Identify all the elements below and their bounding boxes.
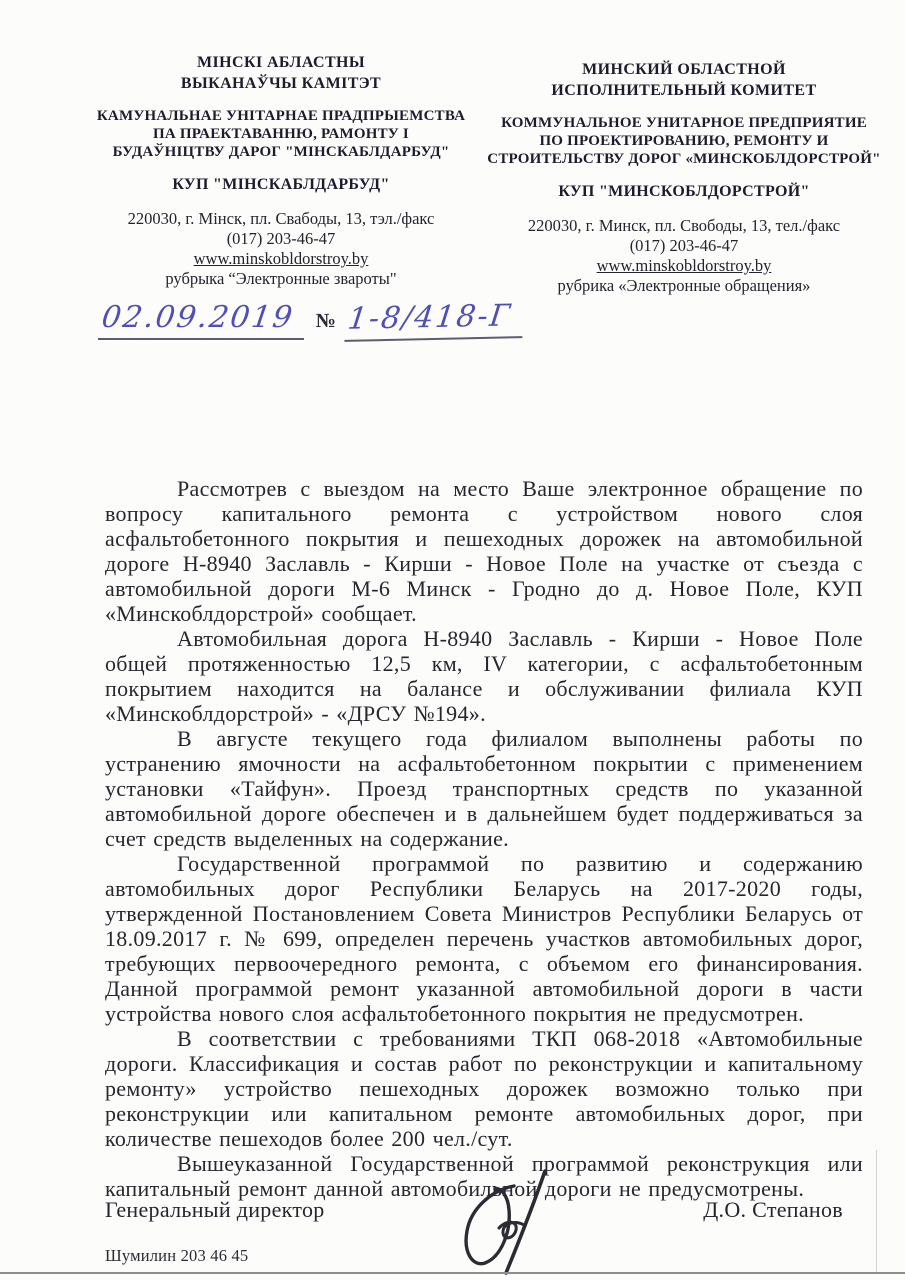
handwritten-number-field — [343, 296, 522, 342]
executor-contact: Шумилин 203 46 45 — [105, 1246, 249, 1265]
company-name-line: БУДАЎНІЦТВУ ДАРОГ "МІНСКАБЛДАРБУД" — [112, 144, 450, 160]
body-paragraph: Автомобильная дорога Н-8940 Заславль - Кирши - Новое Поле общей протяженностью 12,5 км, IV категории, с асфальтобетонным покрытием находится на балансе и обслуживании филиала КУП «Минскоблдорстрой» - «ДРСУ №194». — [105, 626, 863, 726]
company-short-name: КУП "МІНСКАБЛДАРБУД" — [172, 176, 390, 193]
company-name-line: КАМУНАЛЬНАЕ УНІТАРНАЕ ПРАДПРЫЕМСТВА — [96, 108, 466, 124]
org-name-line: МІНСКІ АБЛАСТНЫ — [197, 54, 365, 71]
handwritten-date-field — [98, 298, 304, 340]
org-name-line: МИНСКИЙ ОБЛАСТНОЙ — [582, 61, 786, 78]
body-paragraph: Рассмотрев с выездом на место Ваше электронное обращение по вопросу капитального ремонта с устройством нового слоя асфальтобетонного покрытия и пешеходных дорожек на автомобильной дороге Н-8940 Заславль - Кирши - Новое Поле на участке от съезда с автомобильной дороги М-6 Минск - Гродно до д. Новое Поле, КУП «Минскоблдорстрой» сообщает. — [105, 476, 863, 626]
phone-line: (017) 203-46-47 — [226, 229, 336, 248]
scan-edge-artifact — [0, 1272, 905, 1274]
body-paragraph: В соответствии с требованиями ТКП 068-2018 «Автомобильные дороги. Классификация и состав работ по реконструкции и капитальному ремонту» устройство пешеходных дорожек возможно только при реконструкции или капитальном ремонте автомобильных дорог, при количестве пешеходов более 200 чел./сут. — [105, 1026, 863, 1151]
website-url: www.minskobldorstroy.by — [193, 249, 369, 268]
company-short-name: КУП "МИНСКОБЛДОРСТРОЙ" — [558, 183, 810, 200]
company-name-line: КОММУНАЛЬНОЕ УНИТАРНОЕ ПРЕДПРИЯТИЕ — [501, 115, 867, 131]
handwritten-number: 1-8/418-Г — [345, 298, 514, 337]
signer-title: Генеральный директор — [105, 1197, 325, 1222]
company-name-line: СТРОИТЕЛЬСТВУ ДОРОГ «МИНСКОБЛДОРСТРОЙ" — [487, 151, 881, 167]
address-line: 220030, г. Мінск, пл. Свабоды, 13, тэл./факс — [127, 209, 435, 228]
body-paragraph: В августе текущего года филиалом выполнены работы по устранению ямочности на асфальтобетонном покрытии с применением установки «Тайфун». Проезд транспортных средств по указанной автомобильной дороге обеспечен и в дальнейшем будет поддерживаться за счет средств выделенных на содержание. — [105, 726, 863, 851]
address-line: 220030, г. Минск, пл. Свободы, 13, тел./факс — [527, 216, 841, 235]
org-name-line: ИСПОЛНИТЕЛЬНЫЙ КОМИТЕТ — [551, 82, 817, 99]
letter-body — [105, 476, 863, 1201]
org-name-line: ВЫКАНАЎЧЫ КАМІТЭТ — [180, 75, 382, 92]
handwritten-signature-icon — [452, 1168, 582, 1280]
body-paragraph: Государственной программой по развитию и содержанию автомобильных дорог Республики Беларусь на 2017-2020 годы, утвержденной Постановлением Совета Министров Республики Беларусь от 18.09.2017 г. № 699, определен перечень участков автомобильных дорог, требующих первоочередного ремонта, с объемом его финансирования. Данной программой ремонт указанной автомобильной дороги в части устройства нового слоя асфальтобетонного покрытия не предусмотрен. — [105, 851, 863, 1026]
company-name-line: ПА ПРАЕКТАВАННЮ, РАМОНТУ І — [153, 126, 409, 142]
phone-line: (017) 203-46-47 — [629, 236, 739, 255]
reference-line — [98, 298, 522, 340]
handwritten-date: 02.09.2019 — [99, 300, 297, 335]
rubric-line: рубрика «Электронные обращения» — [557, 276, 811, 295]
rubric-line: рубрыка “Электронные звароты" — [165, 269, 397, 288]
website-url: www.minskobldorstroy.by — [596, 256, 772, 275]
body-paragraph: Вышеуказанной Государственной программой реконструкция или капитальный ремонт данной автомобильной дороги не предусмотрены. — [105, 1151, 863, 1201]
signer-name: Д.О. Степанов — [703, 1197, 843, 1222]
company-name-line: ПО ПРОЕКТИРОВАНИЮ, РЕМОНТУ И — [539, 133, 829, 149]
scan-edge-artifact — [876, 1150, 877, 1274]
number-sign: № — [315, 310, 336, 332]
letterhead-belarusian-column — [85, 52, 477, 289]
letterhead-russian-column — [478, 59, 890, 296]
